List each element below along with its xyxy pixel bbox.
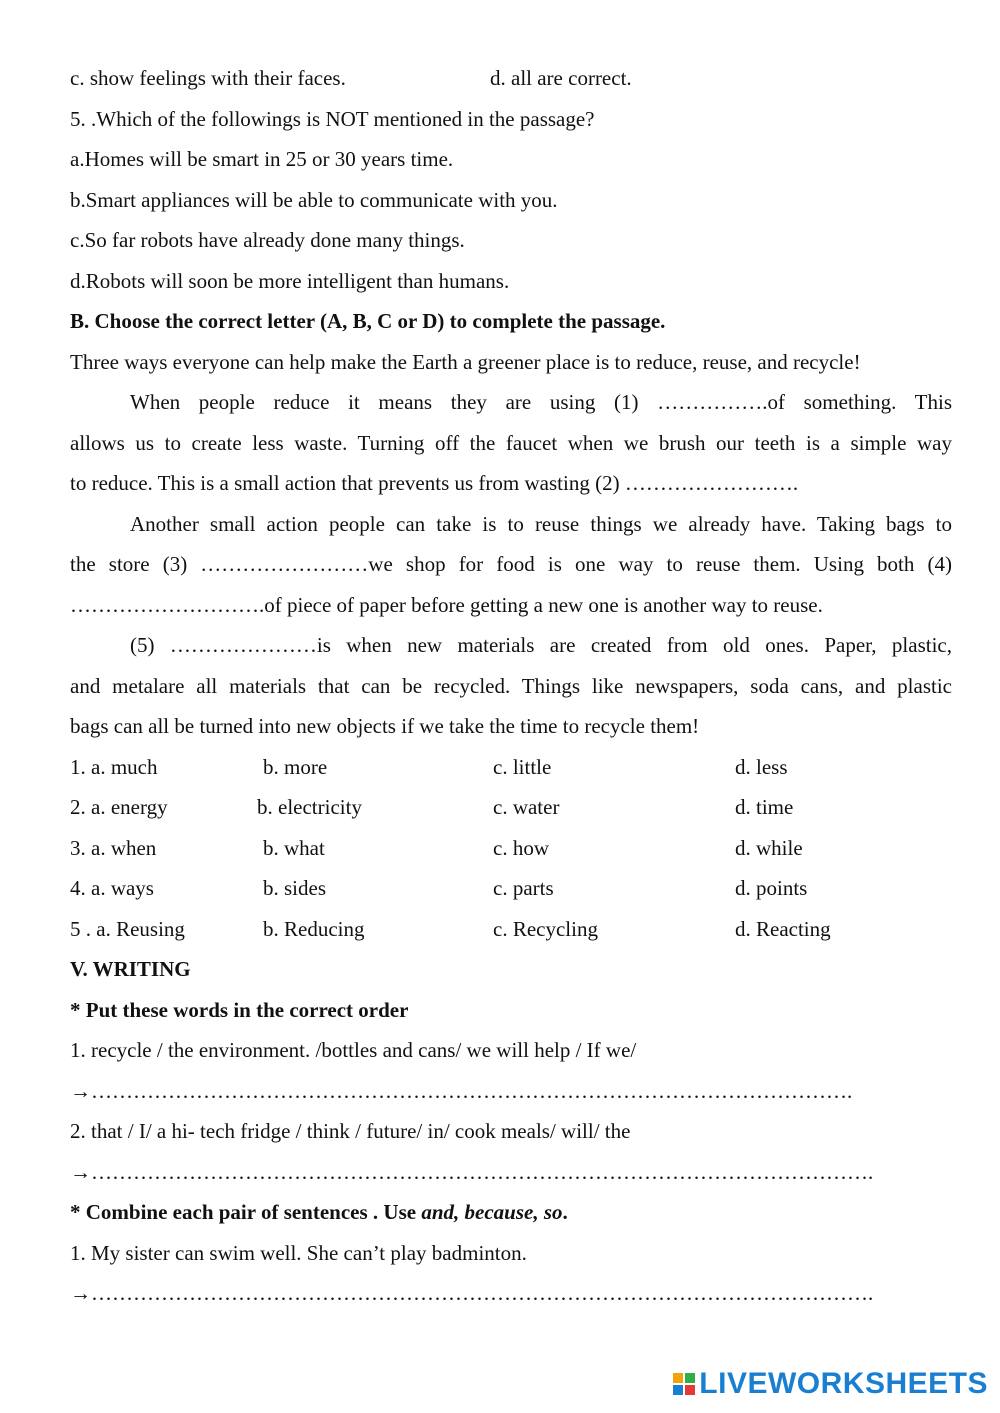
answer-option-b[interactable]: b. more [263, 754, 328, 779]
order-answer-1[interactable]: →………………………………………………………………………………………………. [70, 1078, 853, 1103]
passage-intro: Three ways everyone can help make the Earth a greener place is to reduce, reuse, and recycle! [70, 349, 861, 374]
q5-option-b: b.Smart appliances will be able to communicate with you. [70, 187, 558, 212]
q4-option-d: d. all are correct. [490, 66, 632, 90]
passage-p3-line3: bags can all be turned into new objects if we take the time to recycle them! [70, 714, 700, 738]
answer-option-d[interactable]: d. points [735, 876, 808, 900]
answer-option-a[interactable]: 2. a. energy [70, 795, 168, 819]
passage-p3-line2: and metalare all materials that can be recycled. Things like newspapers, soda cans, and plastic [70, 673, 952, 698]
combine-heading-suffix: . [562, 1200, 568, 1224]
answer-option-d[interactable]: d. time [735, 795, 794, 819]
writing-heading: V. WRITING [70, 957, 191, 981]
order-prompt-1: 1. recycle / the environment. /bottles and cans/ we will help / If we/ [70, 1038, 637, 1062]
answer-option-a[interactable]: 3. a. when [70, 835, 157, 860]
q5-question: 5. .Which of the followings is NOT mentioned in the passage? [70, 106, 595, 131]
combine-answer-1[interactable]: →…………………………………………………………………………………………………. [70, 1281, 874, 1305]
answer-option-c[interactable]: c. Recycling [493, 916, 598, 941]
answer-option-a[interactable]: 1. a. much [70, 754, 158, 779]
logo-blocks-icon [673, 1373, 695, 1395]
passage-p2-line2: the store (3) ……………………we shop for food is one way to reuse them. Using both (4) [70, 552, 952, 576]
worksheet-page [70, 58, 952, 1314]
answer-option-d[interactable]: d. Reacting [735, 916, 831, 941]
passage-p1-line3: to reduce. This is a small action that prevents us from wasting (2) ……………………. [70, 471, 799, 495]
answer-option-b[interactable]: b. sides [263, 876, 326, 900]
answer-row-3 [70, 828, 952, 869]
answer-option-c[interactable]: c. how [493, 835, 549, 860]
q5-option-c: c.So far robots have already done many things. [70, 228, 465, 252]
answer-row-5 [70, 909, 952, 950]
answer-option-d[interactable]: d. less [735, 754, 788, 779]
q5-option-a: a.Homes will be smart in 25 or 30 years time. [70, 147, 454, 171]
answer-option-d[interactable]: d. while [735, 835, 803, 860]
liveworksheets-logo [673, 1367, 988, 1401]
q5-option-d: d.Robots will soon be more intelligent than humans. [70, 268, 510, 293]
answer-row-4 [70, 868, 952, 909]
answer-option-b[interactable]: b. Reducing [263, 916, 365, 941]
answer-option-c[interactable]: c. little [493, 754, 552, 779]
brand-name: LIVEWORKSHEETS [699, 1367, 988, 1400]
section-b-heading: B. Choose the correct letter (A, B, C or D) to complete the passage. [70, 309, 666, 333]
answer-option-c[interactable]: c. parts [493, 876, 554, 900]
answer-option-c[interactable]: c. water [493, 795, 560, 819]
passage-p1-line2: allows us to create less waste. Turning off the faucet when we brush our teeth is a simple way [70, 430, 952, 455]
passage-p2-line1: Another small action people can take is to reuse things we already have. Taking bags to [130, 511, 952, 536]
answer-option-b[interactable]: b. what [263, 835, 325, 860]
answer-option-a[interactable]: 4. a. ways [70, 876, 154, 900]
combine-heading-prefix: * Combine each pair of sentences . Use [70, 1200, 422, 1224]
answer-option-a[interactable]: 5 . a. Reusing [70, 916, 185, 941]
passage-p3-line1: (5) …………………is when new materials are created from old ones. Paper, plastic, [130, 633, 952, 657]
combine-heading [70, 1192, 952, 1233]
q4-options-row [70, 58, 952, 99]
combine-prompt-1: 1. My sister can swim well. She can’t play badminton. [70, 1240, 527, 1265]
answer-row-2 [70, 787, 952, 828]
passage-p2-line3: ……………………….of piece of paper before getting a new one is another way to reuse. [70, 592, 823, 617]
order-answer-2[interactable]: →…………………………………………………………………………………………………. [70, 1159, 874, 1184]
order-heading: * Put these words in the correct order [70, 997, 409, 1022]
answer-option-b[interactable]: b. electricity [257, 795, 362, 819]
passage-p1-line1: When people reduce it means they are using (1) …………….of something. This [130, 390, 952, 414]
q4-option-c: c. show feelings with their faces. [70, 66, 346, 90]
answer-row-1 [70, 747, 952, 788]
order-prompt-2: 2. that / I/ a hi- tech fridge / think / future/ in/ cook meals/ will/ the [70, 1119, 631, 1143]
combine-heading-words: and, because, so [421, 1200, 563, 1224]
